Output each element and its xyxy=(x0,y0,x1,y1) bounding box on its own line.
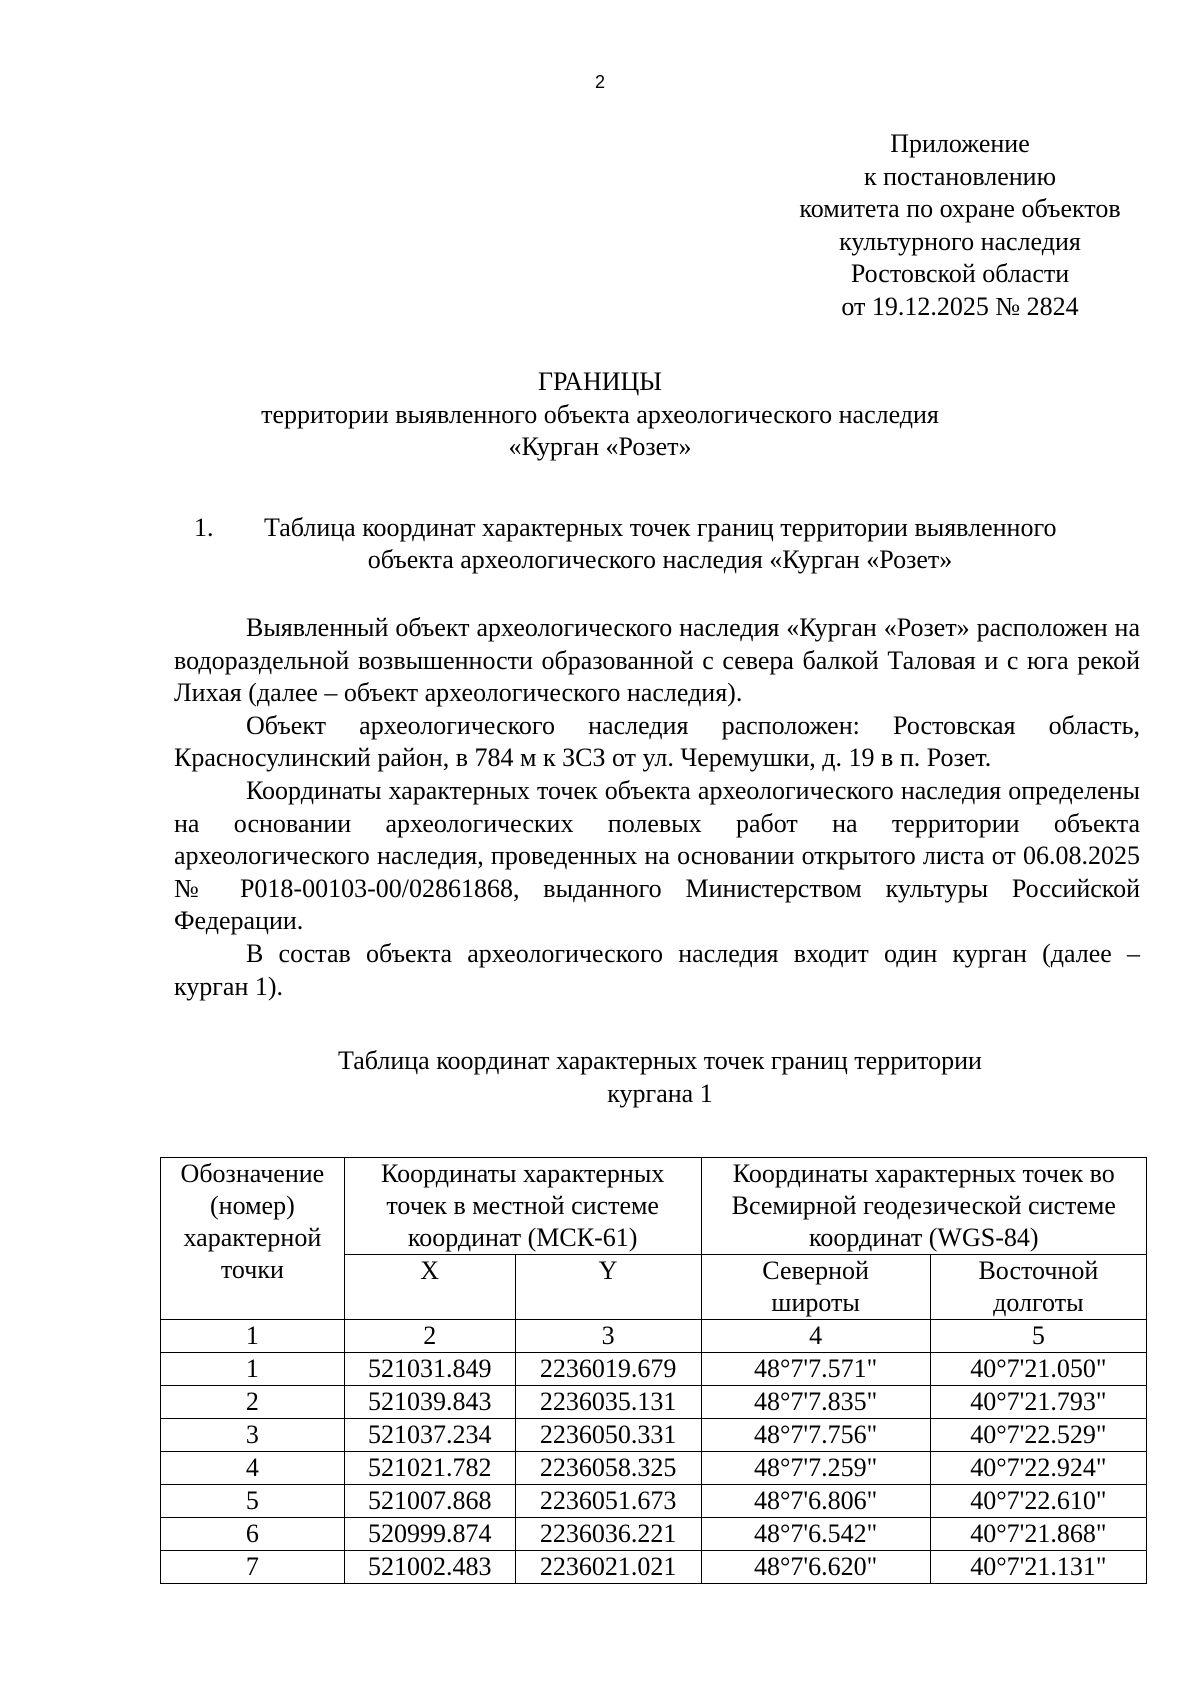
title-line: ГРАНИЦЫ xyxy=(538,367,662,396)
cell-x: 521039.843 xyxy=(344,1386,515,1419)
section-heading-line: Таблица координат характерных точек границ территории выявленного xyxy=(264,513,1057,542)
cell-latitude: 48°7'6.620" xyxy=(701,1551,930,1584)
header-text: (номер) xyxy=(210,1191,295,1220)
column-number: 2 xyxy=(344,1320,515,1353)
paragraph: В состав объекта археологического наследия входит один курган (далее – курган 1). xyxy=(174,938,1140,1001)
header-text: Координаты характерных точек во xyxy=(732,1159,1115,1188)
cell-y: 2236051.673 xyxy=(515,1485,701,1518)
appendix-line: комитета по охране объектов xyxy=(799,194,1121,223)
table-row xyxy=(161,1551,1147,1584)
cell-longitude: 40°7'21.868" xyxy=(930,1518,1146,1551)
cell-x: 521007.868 xyxy=(344,1485,515,1518)
column-number: 1 xyxy=(161,1320,345,1353)
cell-y: 2236058.325 xyxy=(515,1452,701,1485)
header-text: точек в местной системе xyxy=(386,1191,659,1220)
table-caption-line: кургана 1 xyxy=(607,1078,713,1108)
cell-x: 521037.234 xyxy=(344,1419,515,1452)
cell-x: 520999.874 xyxy=(344,1518,515,1551)
cell-point: 3 xyxy=(161,1419,345,1452)
header-text: точки xyxy=(220,1255,284,1284)
cell-x: 521002.483 xyxy=(344,1551,515,1584)
header-wgs84 xyxy=(701,1158,1146,1255)
header-latitude xyxy=(701,1255,930,1320)
coordinates-table xyxy=(160,1157,1147,1584)
cell-latitude: 48°7'7.756" xyxy=(701,1419,930,1452)
column-number: 3 xyxy=(515,1320,701,1353)
header-text: характерной xyxy=(183,1223,322,1252)
table-row xyxy=(161,1353,1147,1386)
cell-y: 2236050.331 xyxy=(515,1419,701,1452)
table-caption-line: Таблица координат характерных точек границ территории xyxy=(338,1046,982,1075)
appendix-line: Ростовской области xyxy=(850,259,1070,288)
table-row xyxy=(161,1518,1147,1551)
cell-point: 7 xyxy=(161,1551,345,1584)
paragraph: Выявленный объект археологического наследия «Курган «Розет» расположен на водораздельной возвышенности образованной с севера балкой Таловая и с юга рекой Лихая (далее – объект археологического наследия). xyxy=(174,613,1140,708)
cell-y: 2236036.221 xyxy=(515,1518,701,1551)
cell-latitude: 48°7'7.259" xyxy=(701,1452,930,1485)
cell-latitude: 48°7'6.542" xyxy=(701,1518,930,1551)
header-y: Y xyxy=(515,1255,701,1320)
column-number-row xyxy=(161,1320,1147,1353)
cell-y: 2236021.021 xyxy=(515,1551,701,1584)
title-line: «Курган «Розет» xyxy=(508,432,692,461)
header-text: широты xyxy=(771,1288,860,1317)
section-number: 1. xyxy=(194,513,214,542)
header-text: Северной xyxy=(762,1256,869,1285)
cell-y: 2236035.131 xyxy=(515,1386,701,1419)
appendix-header xyxy=(760,128,1160,323)
appendix-line: Приложение xyxy=(890,129,1030,158)
header-point-designation xyxy=(161,1158,345,1320)
column-number: 4 xyxy=(701,1320,930,1353)
header-text: долготы xyxy=(993,1288,1084,1317)
header-text: Обозначение xyxy=(180,1159,325,1188)
cell-longitude: 40°7'21.793" xyxy=(930,1386,1146,1419)
table-caption xyxy=(160,1045,1160,1110)
cell-longitude: 40°7'21.050" xyxy=(930,1353,1146,1386)
cell-latitude: 48°7'7.835" xyxy=(701,1386,930,1419)
cell-point: 2 xyxy=(161,1386,345,1419)
cell-x: 521021.782 xyxy=(344,1452,515,1485)
paragraph: Координаты характерных точек объекта археологического наследия определены на основании археологических полевых работ на территории объекта археологического наследия, проведенных на основании открытого листа от 06.08.2025 № Р018-00103-00/02861868, выданного Министерством культуры Российской Федерации. xyxy=(174,775,1140,936)
body-text xyxy=(174,612,1140,1003)
header-text: Восточной xyxy=(978,1256,1099,1285)
appendix-line: к постановлению xyxy=(863,161,1057,191)
appendix-date-number: от 19.12.2025 № 2824 xyxy=(841,291,1079,321)
cell-y: 2236019.679 xyxy=(515,1353,701,1386)
table-row xyxy=(161,1485,1147,1518)
cell-longitude: 40°7'22.610" xyxy=(930,1485,1146,1518)
header-longitude xyxy=(930,1255,1146,1320)
header-text: координат (WGS-84) xyxy=(809,1223,1039,1252)
cell-point: 4 xyxy=(161,1452,345,1485)
cell-longitude: 40°7'22.924" xyxy=(930,1452,1146,1485)
header-msk61 xyxy=(344,1158,701,1255)
cell-latitude: 48°7'6.806" xyxy=(701,1485,930,1518)
cell-latitude: 48°7'7.571" xyxy=(701,1353,930,1386)
cell-point: 5 xyxy=(161,1485,345,1518)
cell-x: 521031.849 xyxy=(344,1353,515,1386)
document-title xyxy=(0,366,1200,464)
title-line: территории выявленного объекта археологического наследия xyxy=(261,399,939,429)
appendix-line: культурного наследия xyxy=(839,226,1081,256)
header-x: X xyxy=(344,1255,515,1320)
cell-point: 6 xyxy=(161,1518,345,1551)
cell-longitude: 40°7'21.131" xyxy=(930,1551,1146,1584)
cell-longitude: 40°7'22.529" xyxy=(930,1419,1146,1452)
header-text: Всемирной геодезической системе xyxy=(731,1191,1116,1220)
table-row xyxy=(161,1419,1147,1452)
header-text: координат (МСК-61) xyxy=(407,1223,638,1252)
table-row xyxy=(161,1386,1147,1419)
table-row xyxy=(161,1452,1147,1485)
cell-point: 1 xyxy=(161,1353,345,1386)
column-number: 5 xyxy=(930,1320,1146,1353)
paragraph: Объект археологического наследия расположен: Ростовская область, Красносулинский район, в 784 м к ЗСЗ от ул. Черемушки, д. 19 в п. Розет. xyxy=(174,710,1140,773)
header-text: Координаты характерных xyxy=(381,1159,665,1188)
page-number: 2 xyxy=(594,72,605,92)
section-heading-line: объекта археологического наследия «Курган «Розет» xyxy=(367,545,953,574)
